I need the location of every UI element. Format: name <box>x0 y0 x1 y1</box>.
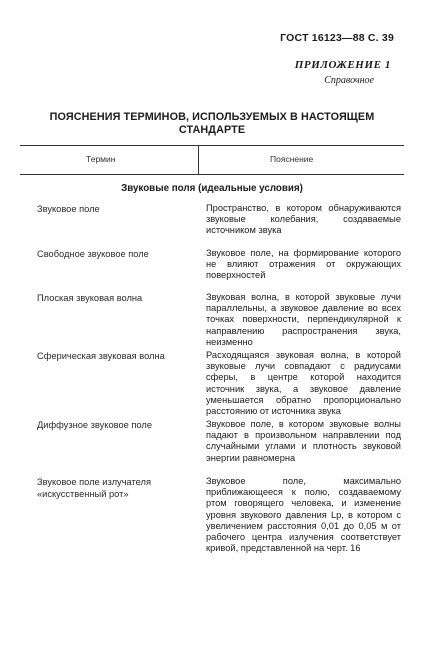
appendix-label: ПРИЛОЖЕНИЕ 1 <box>294 59 391 71</box>
definition-sound-field: Пространство, в котором обнаруживаются звуковые колебания, создаваемые источником звука <box>206 203 401 236</box>
term-free-sound-field: Свободное звуковое поле <box>37 249 149 259</box>
term-spherical-wave: Сферическая звуковая волна <box>37 351 165 361</box>
section-heading: Звуковые поля (идеальные условия) <box>121 183 303 194</box>
table-top-rule <box>20 145 404 146</box>
definition-plane-wave: Звуковая волна, в которой звуковые лучи параллельны, а звуковое давление во всех точках поверхности, перпендикулярной к направлению распространения звука, неизменно <box>206 292 401 347</box>
table-header-rule <box>20 174 404 175</box>
definition-spherical-wave: Расходящаяся звуковая волна, в которой звуковые лучи совпадают с радиусами сферы, в центре которой находится источник звука, а звуковое давление уменьшается обратно пропорционально расстоянию от источника звука <box>206 350 401 417</box>
definition-artificial-mouth: Звуковое поле, максимально приближающееся к полю, создаваемому ртом говорящего человека, и изменение уровня звукового давления Lp, в котором с увеличением расстояния 0,01 до 0,05 м от рабочего центра излучения соответствует кривой, представленной на черт. 16 <box>206 476 401 554</box>
term-artificial-mouth: Звуковое поле излучателя «искусственный рот» <box>37 477 151 499</box>
table-header-divider <box>198 145 199 174</box>
column-header-explanation: Пояснение <box>270 154 314 164</box>
term-sound-field: Звуковое поле <box>37 204 100 214</box>
document-title: ПОЯСНЕНИЯ ТЕРМИНОВ, ИСПОЛЬЗУЕМЫХ В НАСТОЯЩЕМ СТАНДАРТЕ <box>49 111 375 136</box>
term-plane-wave: Плоская звуковая волна <box>37 293 143 303</box>
term-diffuse-field: Диффузное звуковое поле <box>37 420 152 430</box>
definition-diffuse-field: Звуковое поле, в котором звуковые волны падают в произвольном направлении под случайными углами и плотность звуковой энергии равномерна <box>206 419 401 463</box>
column-header-term: Термин <box>86 154 116 164</box>
appendix-status: Справочное <box>324 75 374 86</box>
page-header: ГОСТ 16123—88 С. 39 <box>280 32 394 44</box>
definition-free-sound-field: Звуковое поле, на формирование которого не влияют отражения от окружающих поверхностей <box>206 248 401 281</box>
